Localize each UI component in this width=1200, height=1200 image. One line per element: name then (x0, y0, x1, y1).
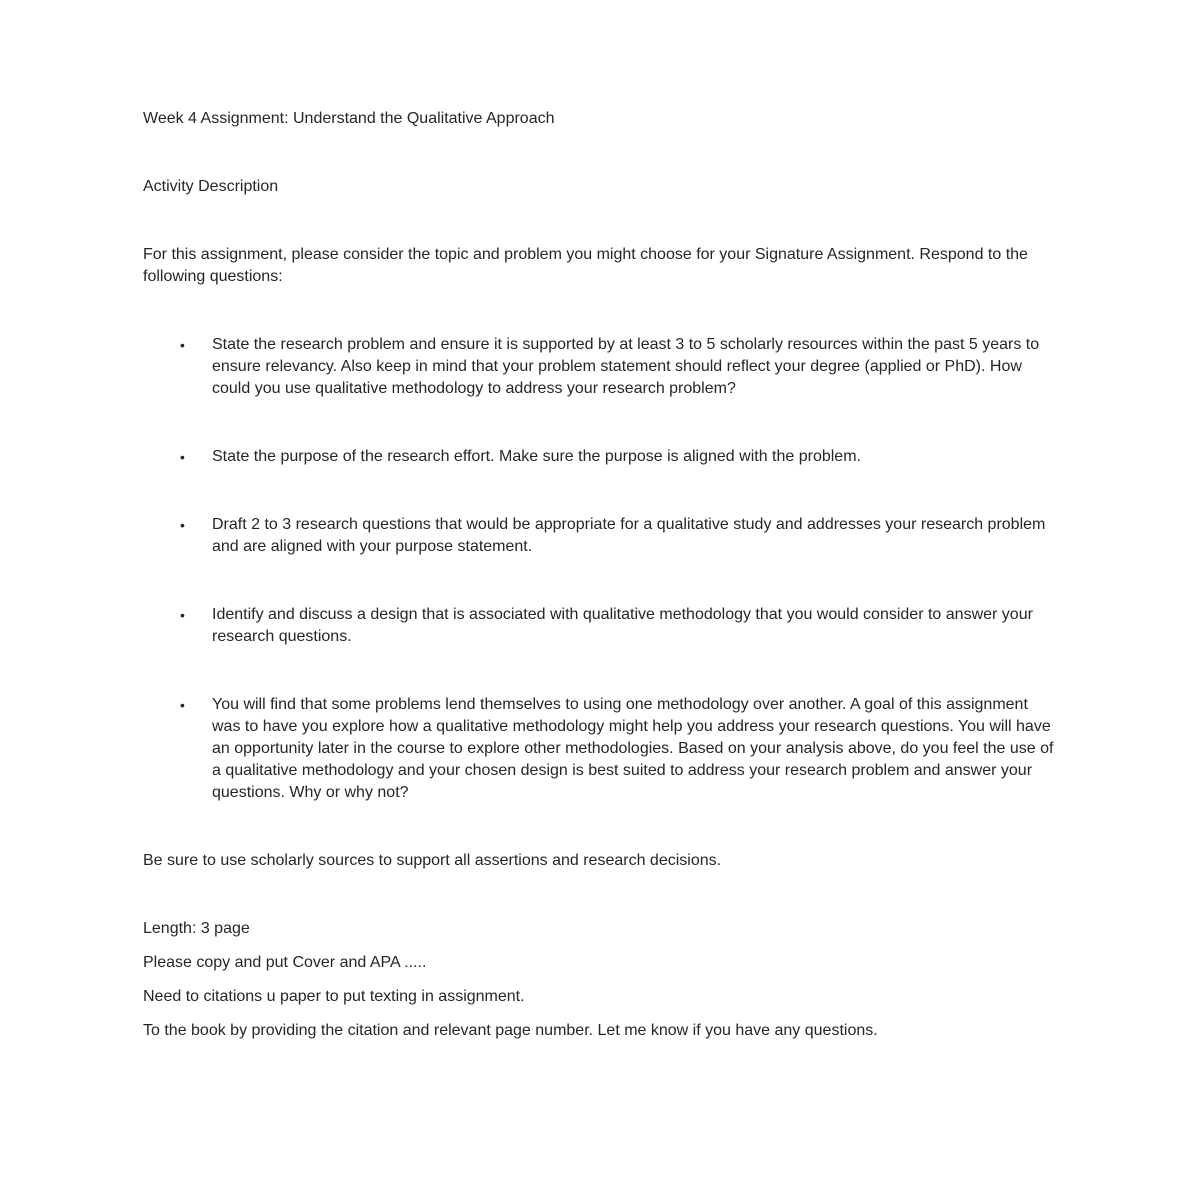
bullet-icon: • (180, 697, 185, 713)
bullet-item (180, 514, 1060, 558)
document-title: Week 4 Assignment: Understand the Qualitative Approach (143, 110, 555, 127)
bullet-item (180, 334, 1060, 400)
bullet-item (180, 446, 1060, 468)
bullet-text: State the research problem and ensure it is supported by at least 3 to 5 scholarly resources within the past 5 years to ensure relevancy. Also keep in mind that your problem statement should reflect your degree (applied or PhD). How could you use qualitative methodology to address your research problem? (212, 336, 1040, 397)
bullet-text: Identify and discuss a design that is associated with qualitative methodology that you would consider to answer your research questions. (212, 606, 1033, 645)
bullet-text: State the purpose of the research effort. Make sure the purpose is aligned with the problem. (212, 448, 861, 465)
bullet-list (143, 334, 1060, 804)
bullet-icon: • (180, 517, 185, 533)
bullet-text: You will find that some problems lend themselves to using one methodology over another. A goal of this assignment was to have you explore how a qualitative methodology might help you address your research questions. You will have an opportunity later in the course to explore other methodologies. Based on your analysis above, do you feel the use of a qualitative methodology and your chosen design is best suited to address your research problem and answer your questions. Why or why not? (212, 696, 1054, 801)
book-citation-note: To the book by providing the citation and relevant page number. Let me know if you have any questions. (143, 1022, 878, 1039)
section-heading: Activity Description (143, 178, 279, 195)
bullet-icon: • (180, 337, 185, 353)
bullet-icon: • (180, 449, 185, 465)
cover-apa-note: Please copy and put Cover and APA ..... (143, 954, 427, 971)
length-note: Length: 3 page (143, 920, 250, 937)
bullet-item (180, 694, 1060, 804)
citations-note: Need to citations u paper to put texting in assignment. (143, 988, 525, 1005)
bullet-icon: • (180, 607, 185, 623)
intro-paragraph: For this assignment, please consider the topic and problem you might choose for your Signature Assignment. Respond to the following questions: (143, 246, 1028, 285)
bullet-item (180, 604, 1060, 648)
closing-paragraph: Be sure to use scholarly sources to support all assertions and research decisions. (143, 852, 722, 869)
bullet-text: Draft 2 to 3 research questions that would be appropriate for a qualitative study and addresses your research problem and are aligned with your purpose statement. (212, 516, 1046, 555)
